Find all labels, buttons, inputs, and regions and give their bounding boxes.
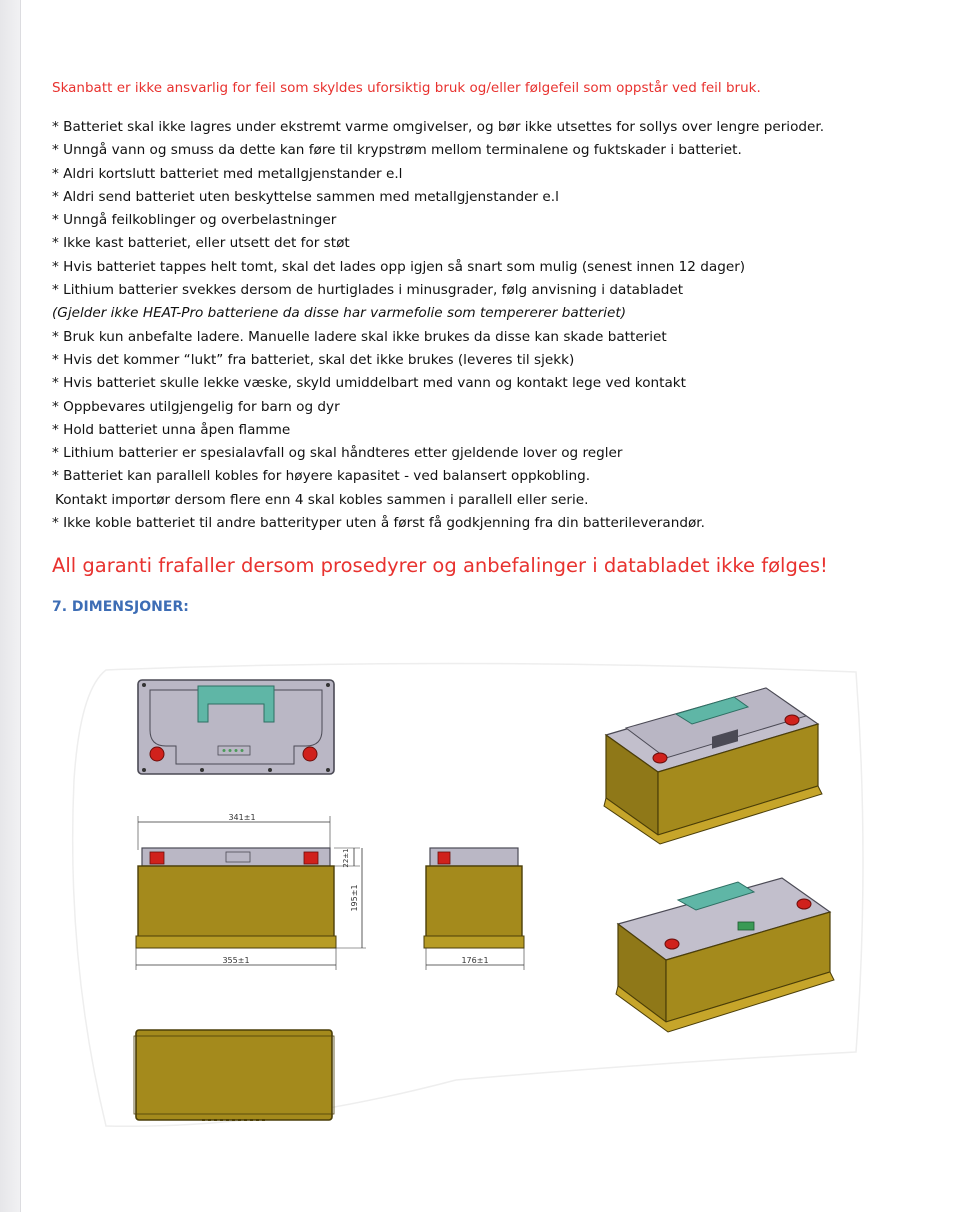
disclaimer-text: Skanbatt er ikke ansvarlig for feil som skyldes uforsiktig bruk og/eller følgefeil som oppstår ved feil bruk. xyxy=(52,80,761,96)
list-item: * Aldri kortslutt batteriet med metallgjenstander e.l xyxy=(52,165,403,182)
list-item: * Ikke kast batteriet, eller utsett det for støt xyxy=(52,235,350,252)
safety-list xyxy=(52,116,932,535)
list-item: * Batteriet skal ikke lagres under ekstremt varme omgivelser, og bør ikke utsettes for sollys over lengre perioder. xyxy=(52,119,825,135)
list-item: * Hold batteriet unna åpen flamme xyxy=(52,421,291,438)
list-item: * Lithium batterier er spesialavfall og skal håndteres etter gjeldende lover og regler xyxy=(52,445,623,462)
list-item: * Bruk kun anbefalte ladere. Manuelle ladere skal ikke brukes da disse kan skade batteriet xyxy=(52,328,667,345)
list-item: * Hvis batteriet tappes helt tomt, skal det lades opp igjen så snart som mulig (senest innen 12 dager) xyxy=(52,258,746,275)
list-item: * Oppbevares utilgjengelig for barn og dyr xyxy=(52,398,340,415)
dimension-label-length: 355±1 xyxy=(222,956,250,965)
list-item: * Unngå feilkoblinger og overbelastninger xyxy=(52,212,337,229)
document-page xyxy=(52,78,932,617)
list-item-continuation: Kontakt importør dersom flere enn 4 skal kobles sammen i parallell eller serie. xyxy=(55,491,589,508)
warranty-warning: All garanti frafaller dersom prosedyrer og anbefalinger i databladet ikke følges! xyxy=(52,554,828,578)
list-item: * Aldri send batteriet uten beskyttelse sammen med metallgjenstander e.l xyxy=(52,188,559,205)
battery-top-view xyxy=(138,680,334,774)
list-item: * Lithium batterier svekkes dersom de hurtiglades i minusgrader, følg anvisning i databladet xyxy=(52,282,684,299)
list-item: * Ikke koble batteriet til andre batterityper uten å først få godkjenning fra din batterileverandør. xyxy=(52,515,705,532)
battery-isometric-view-upper xyxy=(604,688,822,844)
list-item: * Hvis batteriet skulle lekke væske, skyld umiddelbart med vann og kontakt lege ved kontakt xyxy=(52,375,686,392)
dimensions-figure xyxy=(66,660,870,1130)
battery-isometric-view-lower xyxy=(616,878,834,1032)
dimension-label-height: 195±1 xyxy=(350,884,359,912)
dimension-label-top-width: 341±1 xyxy=(228,813,256,822)
dimension-label-terminal-height: 22±1 xyxy=(342,848,350,868)
battery-front-view xyxy=(136,813,366,970)
list-item: * Hvis det kommer “lukt” fra batteriet, skal det ikke brukes (leveres til sjekk) xyxy=(52,351,575,368)
dimension-label-side-width: 176±1 xyxy=(461,956,489,965)
list-item: * Batteriet kan parallell kobles for høyere kapasitet - ved balansert oppkobling. xyxy=(52,468,591,485)
section-heading-dimensions: 7. DIMENSJONER: xyxy=(52,599,189,616)
viewer-left-rail xyxy=(0,0,21,1212)
battery-side-view xyxy=(424,848,524,970)
list-item-note: (Gjelder ikke HEAT-Pro batteriene da disse har varmefolie som tempererer batteriet) xyxy=(52,305,627,322)
battery-bottom-view xyxy=(134,1030,334,1120)
list-item: * Unngå vann og smuss da dette kan føre til krypstrøm mellom terminalene og fuktskader i batteriet. xyxy=(52,142,742,159)
dimensions-drawing xyxy=(66,660,870,1130)
